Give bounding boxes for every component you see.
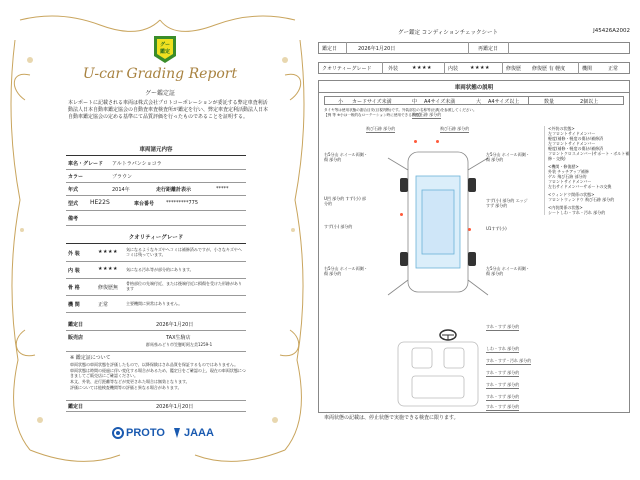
grade-label: 内 装 <box>68 268 80 274</box>
row-value: HE22S <box>90 199 110 206</box>
grade-exterior <box>66 245 246 262</box>
size-mid-desc: A4サイズ未満 <box>424 99 456 105</box>
row-label: 型式 <box>68 201 79 207</box>
damage-marker <box>468 228 471 231</box>
jaaa-logo: JAAA <box>172 426 214 440</box>
footer-date-label: 鑑定日 <box>68 404 84 410</box>
note-item: 評価については他検査機関等の評価と異なる場合があります。 <box>70 385 182 390</box>
row-label: 車名・グレード <box>68 161 104 167</box>
callout-interior: すれ・すず 部分的 <box>486 382 520 387</box>
note-line: 軽度(補修・軽度の傷)が補修済 <box>548 146 604 151</box>
ext-stars: ★★★★ <box>412 65 432 71</box>
certificate-panel <box>0 0 315 480</box>
note-item: 車両状態は時間の経過に伴い変化する場合があるため、鑑定日をご確認の上、現在の車両状態につきましてご販売店にご確認ください。 <box>70 368 246 378</box>
callout-interior: すれ・すず・汚れ 部分的 <box>486 358 532 363</box>
note-line: 左フロントサイドメンバー <box>548 131 596 136</box>
grade-label: 外 装 <box>68 251 80 257</box>
grade-value: 修復歴無 <box>98 285 119 291</box>
row-remarks <box>66 211 246 226</box>
damage-marker <box>414 140 417 143</box>
callout-side: 右5分山 ホイール両側・傷 部分的 <box>324 152 368 162</box>
note-line: フロントクロスメンバー(サポート・ボルト補修・交換) <box>548 151 630 161</box>
repair-label: 修復歴 <box>506 66 522 72</box>
size-mid: 中 <box>412 99 418 105</box>
note-line: <機関・修復歴> <box>548 164 579 169</box>
callout-front: 飛び石跡 部分的 <box>440 126 470 131</box>
quality-section-title: クオリティーグレード <box>128 235 184 241</box>
grade-value: 正常 <box>98 302 109 308</box>
callout-interior: しわ・すれ 部分的 <box>486 346 520 351</box>
callout-front: 飛び石跡 部分的 <box>366 126 396 131</box>
row-value2: ***** <box>216 186 229 192</box>
note-line: 外装 チッチアップ補修 <box>548 169 589 174</box>
note-line: ゲル 飛び石跡 部分的 <box>548 174 587 179</box>
callout-interior: すれ・すず 部分的 <box>486 324 520 329</box>
shop-address: 群馬県みどり市笠懸町阿左美1259-1 <box>146 342 213 347</box>
sheet-title: グー鑑定 コンディションチェックシート <box>398 30 499 36</box>
note-line: 左右サイドメンバーサポートの交換 <box>548 184 612 189</box>
svg-text:グー: グー <box>159 42 171 48</box>
row-name <box>66 157 246 170</box>
footer-date-row <box>66 400 246 412</box>
ext-label: 外装 <box>388 66 399 72</box>
row-label: 備考 <box>68 216 79 222</box>
int-stars: ★★★★ <box>470 65 490 71</box>
callout-side: すず(小) 部分的 エッジすず 部分的 <box>486 198 528 208</box>
goo-badge-logo <box>150 34 180 64</box>
row-value: ブラウン <box>112 174 133 180</box>
grade-label: 骨 格 <box>68 285 80 291</box>
proto-mark-icon <box>112 427 124 439</box>
row-color <box>66 170 246 183</box>
note-line: <内装関係の状態> <box>548 205 583 210</box>
damage-marker <box>436 140 439 143</box>
intro-text: 本レポートに記載される車両は株式会社プロトコーポレーションが委託する弊定車査利活動法人日本自動車鑑定協会の自動査車査検査所が鑑定を行い、弊定車査定利活動法人日本自動車鑑定協会の定める基準にて品質評価を行ったものであることを証明する。 <box>68 100 269 120</box>
note-line: フロントサイドメンバー <box>548 179 592 184</box>
shop-name: TAX生駒店 <box>166 335 191 341</box>
legend-note: タイヤ等は使用状態の割合目安(目視判断)です。外装部位の名称等(出典)を参照してください。 <box>324 108 477 112</box>
note-line: フロントウィンドウ 飛び石跡 部分的 <box>548 197 615 202</box>
row-label: カラー <box>68 174 84 180</box>
row-value2: *********775 <box>166 200 199 206</box>
proto-logo: PROTO <box>112 426 165 440</box>
note-item: 本文、外装、走行距離等などが変更された場合は無効となります。 <box>70 379 190 384</box>
doc-id: J45426A2002 <box>593 28 630 34</box>
grade-stars: ★★★★ <box>98 266 118 272</box>
engine-value: 正常 <box>608 66 619 72</box>
grade-engine <box>66 296 246 313</box>
count-label: 数量 <box>544 99 555 105</box>
car-interior-diagram <box>378 340 498 410</box>
recheck-label: 再鑑定日 <box>478 46 499 52</box>
legend-note-2: 【例 等 ※小は一般的なローテーション時に使用できる状態】 <box>324 113 423 117</box>
row-year <box>66 183 246 196</box>
row-label: 年式 <box>68 187 79 193</box>
notes-column <box>544 126 632 215</box>
grade-note: 主要機関に異常はありません。 <box>126 301 183 306</box>
callout-interior: すれ・すず 部分的 <box>486 394 520 399</box>
state-section-title: 車両状態の説明 <box>454 85 494 91</box>
grade-stars: ★★★★ <box>98 249 118 255</box>
grade-note: 骨格部位の先端付近、または後端付近に損傷を受けた形跡があります <box>126 281 242 291</box>
row-label2: 車台番号 <box>134 201 155 207</box>
note-line: 軽度(補修・軽度の傷)が補修済 <box>548 136 604 141</box>
car-top-view-diagram <box>378 140 498 310</box>
note-line: 左フロントサイドメンバー <box>548 141 596 146</box>
damage-marker <box>400 213 403 216</box>
report-subtitle: グー鑑定証 <box>144 90 175 97</box>
notes-title: ※ 鑑定証について <box>70 355 111 361</box>
grade-interior <box>66 262 246 279</box>
size-large-desc: A4サイズ以上 <box>488 99 520 105</box>
grade-note: 気になるようなキズやヘコミは補修済みですが、小さなキズやヘコミは残っています。 <box>126 247 242 257</box>
count-value: 2個以上 <box>580 99 599 105</box>
callout-side: U1すず(小) <box>486 226 507 231</box>
date-row <box>66 318 246 331</box>
note-line: <ウィンドウ関係の状態> <box>548 192 595 197</box>
date-value: 2026年1月20日 <box>358 46 396 52</box>
callout-side: 右5分山 ホイール両側・傷 部分的 <box>324 266 368 276</box>
grade-note: 気になる汚れ等が部分的にあります。 <box>126 267 194 272</box>
int-label: 内装 <box>448 66 459 72</box>
repair-value: 修復歴 有 軽度 <box>532 66 566 72</box>
vehicle-section-title: 車両諸元内容 <box>139 147 173 153</box>
callout-interior: すれ・すず 部分的 <box>486 370 520 375</box>
row-label2: 走行距離計表示 <box>156 187 192 193</box>
callout-side: 左5分山 ホイール両側・傷 部分的 <box>486 266 530 276</box>
grade-frame <box>66 279 246 296</box>
callout-side: すず(小) 部分的 <box>324 224 353 229</box>
grade-label: 機 関 <box>68 302 80 308</box>
size-small-desc: カードサイズ未満 <box>352 99 392 105</box>
shop-row <box>66 331 246 352</box>
check-sheet-panel <box>318 28 630 428</box>
engine-label: 機関 <box>582 66 593 72</box>
svg-text:鑑定: 鑑定 <box>159 49 171 55</box>
footer-note: 車両状態の記載は、停止状態で実施できる検査に限ります。 <box>324 415 459 421</box>
note-line: シートしわ・すれ・汚れ 部分的 <box>548 210 606 215</box>
callout-side: 左5分山 ホイール両側・傷 部分的 <box>486 152 530 162</box>
row-value: アルトラパンショコラ <box>112 161 162 167</box>
report-script-title: U-car Grading Report <box>82 66 238 82</box>
row-model <box>66 196 246 211</box>
callout-front: 飛び石跡 部分的 <box>412 112 442 117</box>
jaaa-mark-icon <box>172 427 182 439</box>
size-small: 小 <box>338 99 344 105</box>
shop-label: 販売店 <box>68 335 84 341</box>
date-label: 鑑定日 <box>322 46 338 52</box>
quality-label: クオリティーグレード <box>322 66 372 72</box>
callout-interior: すれ・すず 部分的 <box>486 404 520 409</box>
date-value: 2026年1月20日 <box>156 322 194 328</box>
callout-side: U凹 部分的 すず(小) 部分的 <box>324 196 366 206</box>
note-item: 車両状態の車両状態を評価したもので、以降保険はされ品質を保証するものではありません。 <box>70 362 239 367</box>
footer-date: 2026年1月20日 <box>156 404 194 410</box>
date-label: 鑑定日 <box>68 322 84 328</box>
row-value: 2014年 <box>112 187 130 193</box>
notes-list <box>70 362 248 390</box>
note-line: <外装の状態> <box>548 126 575 131</box>
size-large: 大 <box>476 99 482 105</box>
